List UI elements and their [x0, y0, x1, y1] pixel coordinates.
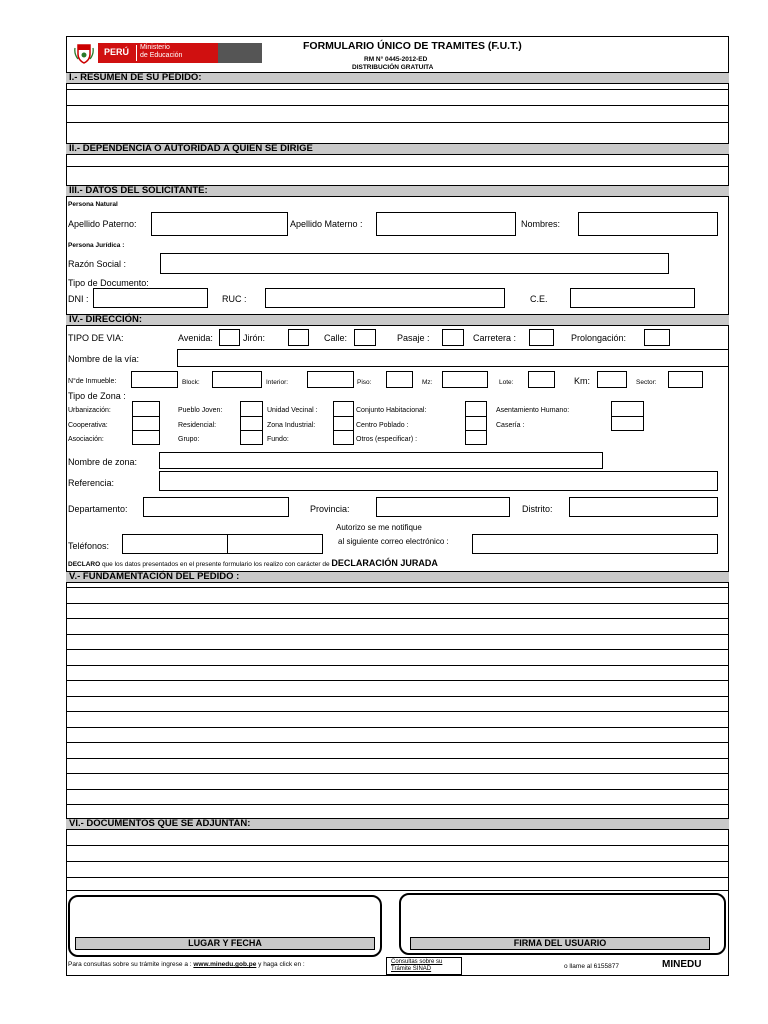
departamento-field[interactable] [143, 497, 289, 517]
line [333, 416, 354, 417]
tipo-zona-label: Tipo de Zona : [68, 391, 126, 401]
avenida-checkbox[interactable] [219, 329, 240, 346]
sector-label: Sector: [636, 379, 657, 386]
section-2-header: II.- DEPENDENCIA O AUTORIDAD A QUIEN SE DIRIGE [66, 143, 729, 155]
caserio-label: Casería : [496, 422, 525, 429]
calle-label: Calle: [324, 333, 348, 343]
nombre-via-label: Nombre de la vía: [68, 354, 140, 364]
ministry-line2: de Educación [140, 52, 183, 59]
avenida-label: Avenida: [178, 333, 213, 343]
fundamentacion-line [66, 804, 729, 805]
nombre-zona-field[interactable] [159, 452, 603, 469]
fundamentacion-line [66, 587, 729, 588]
piso-label: Piso: [357, 379, 372, 386]
conjunto-habitacional-label: Conjunto Habitacional: [356, 407, 427, 414]
km-label: Km: [574, 376, 591, 386]
fundo-label: Fundo: [267, 436, 289, 443]
fundamentacion-line [66, 665, 729, 666]
autorizo-label: Autorizo se me notifique [336, 523, 422, 532]
telefono-1-field[interactable] [122, 534, 228, 554]
line [66, 166, 729, 167]
declaracion-jurada: DECLARACIÓN JURADA [331, 558, 438, 568]
line [66, 89, 729, 90]
peru-label: PERÚ [104, 47, 130, 57]
fundamentacion-line [66, 711, 729, 712]
section-3-header: III.- DATOS DEL SOLICITANTE: [66, 185, 729, 197]
lote-label: Lote: [499, 379, 514, 386]
minedu-brand: MINEDU [662, 959, 702, 970]
dni-field[interactable] [93, 288, 208, 308]
apellido-materno-field[interactable] [376, 212, 516, 236]
line [66, 845, 729, 846]
pueblo-joven-label: Pueblo Joven: [178, 407, 223, 414]
n-inmueble-field[interactable] [131, 371, 178, 388]
line [66, 890, 729, 891]
referencia-label: Referencia: [68, 478, 115, 488]
line [333, 430, 354, 431]
fundamentacion-line [66, 742, 729, 743]
nombre-zona-label: Nombre de zona: [68, 457, 138, 467]
minedu-url-link[interactable]: www.minedu.gob.pe [193, 961, 257, 968]
pasaje-label: Pasaje : [397, 333, 430, 343]
section-5-header: V.- FUNDAMENTACIÓN DEL PEDIDO : [66, 571, 729, 583]
section-4-header: IV.- DIRECCIÓN: [66, 314, 729, 326]
lugar-fecha-label: LUGAR Y FECHA [75, 937, 375, 950]
fundamentacion-line [66, 618, 729, 619]
nombre-via-field[interactable] [177, 349, 729, 367]
telefono-2-field[interactable] [227, 534, 323, 554]
ruc-label: RUC : [222, 294, 247, 304]
lote-field[interactable] [528, 371, 555, 388]
fundamentacion-line [66, 603, 729, 604]
fundamentacion-line [66, 634, 729, 635]
fundamentacion-line [66, 758, 729, 759]
line [66, 105, 729, 106]
fundamentacion-line [66, 773, 729, 774]
line [240, 416, 263, 417]
logo-gray-band [218, 43, 262, 63]
persona-natural-label: Persona Natural [68, 201, 118, 208]
zona-col2-checkboxes[interactable] [240, 401, 263, 445]
jiron-checkbox[interactable] [288, 329, 309, 346]
ce-label: C.E. [530, 294, 548, 304]
residencial-label: Residencial: [178, 422, 217, 429]
mz-label: Mz: [422, 379, 433, 386]
fundamentacion-line [66, 789, 729, 790]
footer-consultas [68, 959, 305, 970]
asentamiento-humano-label: Asentamiento Humano: [496, 407, 570, 414]
peru-shield-icon [74, 42, 94, 64]
km-field[interactable] [597, 371, 627, 388]
prolongacion-label: Prolongación: [571, 333, 627, 343]
telefonos-label: Teléfonos: [68, 541, 110, 551]
form-title: FORMULARIO ÚNICO DE TRAMITES (F.U.T.) [303, 40, 522, 52]
zona-col1-checkboxes[interactable] [132, 401, 160, 445]
line [132, 416, 160, 417]
line [66, 122, 729, 123]
prolongacion-checkbox[interactable] [644, 329, 670, 346]
nombres-field[interactable] [578, 212, 718, 236]
ruc-field[interactable] [265, 288, 505, 308]
tipo-via-label: TIPO DE VIA: [68, 333, 124, 343]
referencia-field[interactable] [159, 471, 718, 491]
persona-juridica-label: Persona Jurídica : [68, 242, 125, 249]
asociacion-label: Asociación: [68, 436, 104, 443]
ce-field[interactable] [570, 288, 695, 308]
sinad-link-box[interactable] [386, 957, 462, 975]
declaro-prefix: DECLARO [68, 561, 101, 568]
sector-field[interactable] [668, 371, 703, 388]
block-field[interactable] [212, 371, 262, 388]
provincia-label: Provincia: [310, 504, 350, 514]
correo-field[interactable] [472, 534, 718, 554]
line [66, 877, 729, 878]
n-inmueble-label: N°de Inmueble: [68, 378, 117, 385]
logo-divider [136, 45, 137, 61]
interior-field[interactable] [307, 371, 354, 388]
apellido-paterno-label: Apellido Paterno: [68, 219, 137, 229]
section-1-header: I.- RESUMEN DE SU PEDIDO: [66, 72, 729, 84]
calle-checkbox[interactable] [354, 329, 376, 346]
firma-label: FIRMA DEL USUARIO [410, 937, 710, 950]
distrito-label: Distrito: [522, 504, 553, 514]
mz-field[interactable] [442, 371, 488, 388]
razon-social-field[interactable] [160, 253, 669, 274]
zona-col4-checkboxes[interactable] [465, 401, 487, 445]
section-6-header: VI.- DOCUMENTOS QUE SE ADJUNTAN: [66, 818, 729, 830]
distrito-field[interactable] [569, 497, 718, 517]
tipo-documento-label: Tipo de Documento: [68, 278, 149, 288]
line [465, 430, 487, 431]
block-label: Block: [182, 379, 200, 386]
piso-field[interactable] [386, 371, 413, 388]
line [465, 416, 487, 417]
apellido-materno-label: Apellido Materno : [290, 219, 363, 229]
line [240, 430, 263, 431]
fundamentacion-line [66, 649, 729, 650]
resolution-number: RM N° 0445-2012-ED [364, 56, 428, 63]
telefono-minedu: o llame al 6155877 [564, 963, 619, 970]
departamento-label: Departamento: [68, 504, 128, 514]
fundamentacion-line [66, 680, 729, 681]
otros-label: Otros (especificar) : [356, 436, 418, 443]
fundamentacion-line [66, 727, 729, 728]
cooperativa-label: Cooperativa: [68, 422, 108, 429]
fundamentacion-line [66, 696, 729, 697]
logo [74, 42, 262, 64]
carretera-checkbox[interactable] [529, 329, 554, 346]
pasaje-checkbox[interactable] [442, 329, 464, 346]
apellido-paterno-field[interactable] [151, 212, 288, 236]
line [66, 861, 729, 862]
grupo-label: Grupo: [178, 436, 200, 443]
carretera-label: Carretera : [473, 333, 517, 343]
dni-label: DNI : [68, 294, 89, 304]
jiron-label: Jirón: [243, 333, 266, 343]
unidad-vecinal-label: Unidad Vecinal : [267, 407, 318, 414]
zona-industrial-label: Zona Industrial: [267, 422, 316, 429]
declaracion-text: que los datos presentados en el presente formulario los realizo con carácter de [100, 561, 332, 568]
line [132, 430, 160, 431]
razon-social-label: Razón Social : [68, 259, 127, 269]
line [611, 416, 644, 417]
correo-label: al siguiente correo electrónico : [338, 537, 449, 546]
sinad-link-line2: Trámite SINAD [391, 966, 432, 972]
ministry-line1: Ministerio [140, 44, 170, 51]
click-text: y haga click en : [256, 961, 305, 968]
nombres-label: Nombres: [521, 219, 561, 229]
consultas-text: Para consultas sobre su trámite ingrese a : [68, 961, 194, 968]
provincia-field[interactable] [376, 497, 510, 517]
sinad-link-line1: Consultas sobre su [391, 959, 443, 965]
interior-label: Interior: [266, 379, 289, 386]
distribution-note: DISTRIBUCIÓN GRATUITA [352, 64, 434, 71]
centro-poblado-label: Centro Poblado : [356, 422, 409, 429]
urbanizacion-label: Urbanización: [68, 407, 111, 414]
zona-col3-checkboxes[interactable] [333, 401, 354, 445]
declaracion [68, 558, 438, 570]
